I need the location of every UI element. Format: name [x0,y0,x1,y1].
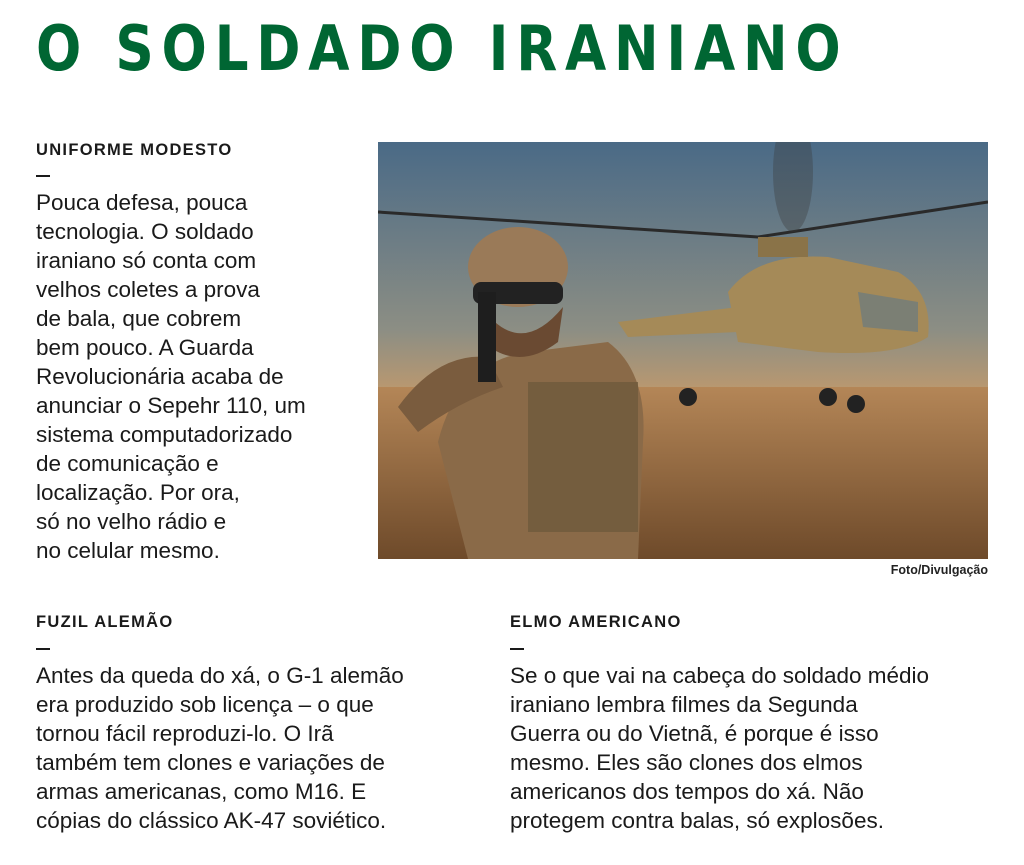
heading-dash [510,648,524,650]
body-line: bem pouco. A Guarda [36,335,254,360]
body-line: Antes da queda do xá, o G-1 alemão [36,663,404,688]
section-body-elmo [510,661,929,835]
body-line: Pouca defesa, pouca [36,190,248,215]
page-title: O SOLDADO IRANIANO [36,12,849,85]
body-line: no celular mesmo. [36,538,220,563]
body-line: Se o que vai na cabeça do soldado médio [510,663,930,688]
body-line: anunciar o Sepehr 110, um [36,393,306,418]
body-line: iraniano só conta com [36,248,257,273]
body-line: de bala, que cobrem [36,306,242,331]
body-line: velhos coletes a prova [36,277,260,302]
body-line: mesmo. Eles são clones dos elmos [510,750,863,775]
body-line: localização. Por ora, [36,480,240,505]
body-line: era produzido sob licença – o que [36,692,374,717]
body-line: Revolucionária acaba de [36,364,284,389]
body-line: armas americanas, como M16. E [36,779,367,804]
section-body-uniforme [36,188,306,565]
body-line: também tem clones e variações de [36,750,385,775]
heading-dash [36,648,50,650]
section-heading-fuzil: FUZIL ALEMÃO [36,613,174,631]
soldier-helicopter-photo [378,142,988,559]
photo-credit: Foto/Divulgação [890,563,988,577]
section-body-fuzil [36,661,404,835]
body-line: Guerra ou do Vietnã, é porque é isso [510,721,879,746]
body-line: cópias do clássico AK-47 soviético. [36,808,387,833]
section-heading-uniforme: UNIFORME MODESTO [36,141,233,159]
body-line: americanos dos tempos do xá. Não [510,779,864,804]
body-line: de comunicação e [36,451,219,476]
section-heading-elmo: ELMO AMERICANO [510,613,682,631]
body-line: iraniano lembra filmes da Segunda [510,692,858,717]
body-line: só no velho rádio e [36,509,227,534]
body-line: tecnologia. O soldado [36,219,254,244]
body-line: protegem contra balas, só explosões. [510,808,884,833]
body-line: sistema computadorizado [36,422,293,447]
heading-dash [36,175,50,177]
body-line: tornou fácil reproduzi-lo. O Irã [36,721,334,746]
